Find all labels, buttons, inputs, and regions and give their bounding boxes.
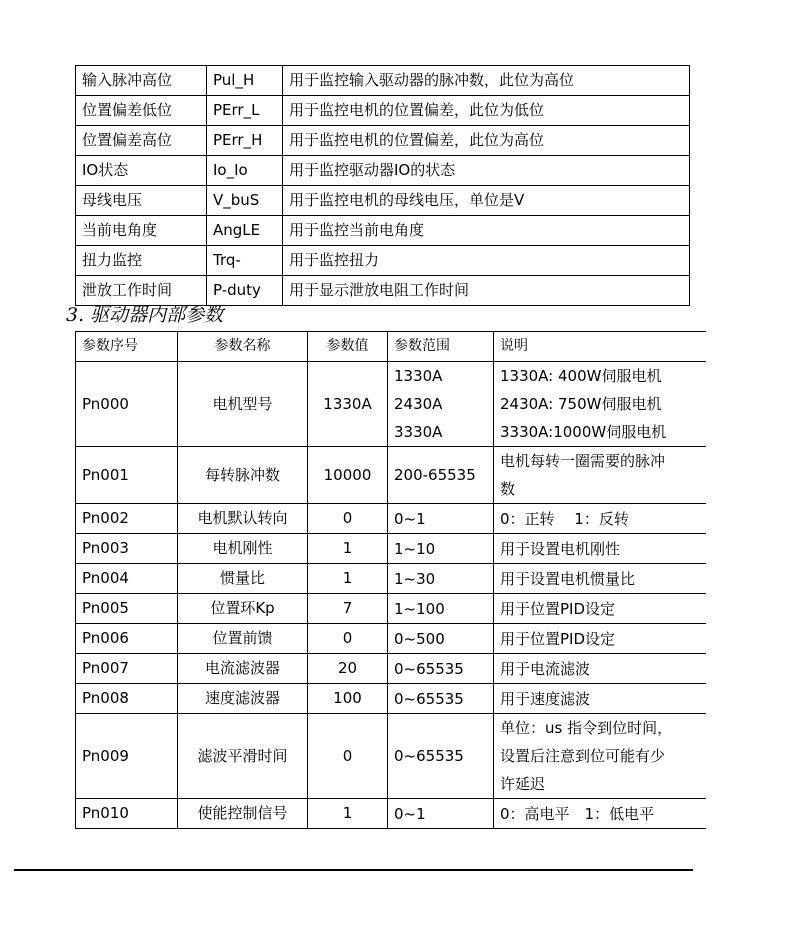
monitor-desc: 用于监控当前电角度 <box>283 216 690 246</box>
param-desc-line: 3330A:1000W伺服电机 <box>500 423 667 441</box>
param-id: Pn004 <box>76 564 178 594</box>
param-desc-line: 用于设置电机刚性 <box>500 539 621 558</box>
param-desc <box>494 504 707 534</box>
param-desc-line: 用于电流滤波 <box>500 659 591 678</box>
param-desc <box>494 654 707 684</box>
param-desc <box>494 594 707 624</box>
monitor-name: 输入脉冲高位 <box>76 66 207 96</box>
footer-divider <box>14 869 693 871</box>
monitor-name: 扭力监控 <box>76 246 207 276</box>
param-desc <box>494 624 707 654</box>
param-desc-line: 数 <box>500 480 516 498</box>
param-name: 电机默认转向 <box>178 504 308 534</box>
param-id: Pn006 <box>76 624 178 654</box>
param-desc-line: 2430A: 750W伺服电机 <box>500 395 662 413</box>
param-value: 1 <box>308 564 388 594</box>
table-row <box>76 96 690 126</box>
table-row <box>76 594 707 624</box>
param-range-line: 0~65535 <box>394 747 464 765</box>
param-name: 惯量比 <box>178 564 308 594</box>
param-desc-line: 设置后注意到位可能有少 <box>500 747 666 765</box>
header-param-range: 参数范围 <box>388 332 494 362</box>
monitor-name: 当前电角度 <box>76 216 207 246</box>
param-value: 0 <box>308 624 388 654</box>
param-range <box>388 654 494 684</box>
param-value: 1 <box>308 534 388 564</box>
param-range-line: 0~65535 <box>394 659 464 678</box>
table-row <box>76 714 707 799</box>
parameter-header-row <box>76 332 707 362</box>
param-name: 速度滤波器 <box>178 684 308 714</box>
param-id: Pn008 <box>76 684 178 714</box>
param-name: 位置环Kp <box>178 594 308 624</box>
monitor-code: AngLE <box>207 216 283 246</box>
table-row <box>76 66 690 96</box>
param-name: 电机型号 <box>178 362 308 447</box>
param-desc-line: 电机每转一圈需要的脉冲 <box>500 452 666 470</box>
param-desc <box>494 714 707 799</box>
monitor-code: PErr_H <box>207 126 283 156</box>
param-range-line: 1330A <box>394 367 443 385</box>
param-range-line: 1~30 <box>394 569 436 588</box>
param-desc-line: 用于速度滤波 <box>500 689 591 708</box>
monitor-table <box>75 65 690 306</box>
param-id: Pn003 <box>76 534 178 564</box>
table-row <box>76 156 690 186</box>
param-value: 100 <box>308 684 388 714</box>
param-range <box>388 624 494 654</box>
param-range <box>388 799 494 829</box>
header-param-name: 参数名称 <box>178 332 308 362</box>
param-range-line: 3330A <box>394 423 443 441</box>
param-range-line: 0~1 <box>394 509 426 528</box>
table-row <box>76 246 690 276</box>
table-row <box>76 564 707 594</box>
monitor-desc: 用于监控电机的位置偏差，此位为高位 <box>283 126 690 156</box>
param-name: 每转脉冲数 <box>178 447 308 504</box>
param-desc-line: 0：高电平 1：低电平 <box>500 804 655 823</box>
param-name: 电流滤波器 <box>178 654 308 684</box>
param-desc-line: 单位：us 指令到位时间， <box>500 719 673 737</box>
monitor-code: Trq- <box>207 246 283 276</box>
table-row <box>76 362 707 447</box>
param-value: 1 <box>308 799 388 829</box>
monitor-desc: 用于监控输入驱动器的脉冲数，此位为高位 <box>283 66 690 96</box>
param-range-line: 2430A <box>394 395 443 413</box>
param-desc <box>494 684 707 714</box>
param-id: Pn009 <box>76 714 178 799</box>
monitor-desc: 用于监控扭力 <box>283 246 690 276</box>
monitor-code: Io_Io <box>207 156 283 186</box>
param-range <box>388 504 494 534</box>
monitor-code: P-duty <box>207 276 283 306</box>
param-range <box>388 362 494 447</box>
param-range <box>388 534 494 564</box>
param-range-line: 1~10 <box>394 539 436 558</box>
param-id: Pn000 <box>76 362 178 447</box>
param-name: 使能控制信号 <box>178 799 308 829</box>
header-param-value: 参数值 <box>308 332 388 362</box>
param-range <box>388 564 494 594</box>
param-desc-line: 用于位置PID设定 <box>500 599 616 618</box>
param-desc <box>494 534 707 564</box>
param-desc <box>494 799 707 829</box>
param-desc-line: 1330A: 400W伺服电机 <box>500 367 662 385</box>
param-range-line: 0~1 <box>394 804 426 823</box>
table-row <box>76 504 707 534</box>
param-id: Pn002 <box>76 504 178 534</box>
param-desc-line: 用于设置电机惯量比 <box>500 569 636 588</box>
table-row <box>76 684 707 714</box>
param-id: Pn010 <box>76 799 178 829</box>
param-id: Pn005 <box>76 594 178 624</box>
table-row <box>76 534 707 564</box>
monitor-desc: 用于显示泄放电阻工作时间 <box>283 276 690 306</box>
param-value: 20 <box>308 654 388 684</box>
monitor-code: PErr_L <box>207 96 283 126</box>
monitor-code: Pul_H <box>207 66 283 96</box>
table-row <box>76 799 707 829</box>
param-range <box>388 714 494 799</box>
param-range-line: 200-65535 <box>394 466 476 484</box>
monitor-desc: 用于监控电机的母线电压，单位是V <box>283 186 690 216</box>
section-title: 3. 驱动器内部参数 <box>66 304 224 326</box>
param-desc <box>494 564 707 594</box>
param-value: 1330A <box>308 362 388 447</box>
param-name: 滤波平滑时间 <box>178 714 308 799</box>
param-value: 7 <box>308 594 388 624</box>
param-name: 电机刚性 <box>178 534 308 564</box>
table-row <box>76 276 690 306</box>
monitor-name: IO状态 <box>76 156 207 186</box>
param-range <box>388 684 494 714</box>
monitor-name: 泄放工作时间 <box>76 276 207 306</box>
param-desc-line: 0：正转 1：反转 <box>500 509 629 528</box>
table-row <box>76 216 690 246</box>
monitor-desc: 用于监控驱动器IO的状态 <box>283 156 690 186</box>
param-desc <box>494 447 707 504</box>
header-param-id: 参数序号 <box>76 332 178 362</box>
header-param-desc: 说明 <box>494 332 707 362</box>
param-value: 0 <box>308 504 388 534</box>
monitor-name: 位置偏差高位 <box>76 126 207 156</box>
param-value: 0 <box>308 714 388 799</box>
param-desc-line: 用于位置PID设定 <box>500 629 616 648</box>
table-row <box>76 126 690 156</box>
table-row <box>76 186 690 216</box>
monitor-code: V_buS <box>207 186 283 216</box>
param-range-line: 1~100 <box>394 599 445 618</box>
monitor-name: 母线电压 <box>76 186 207 216</box>
param-desc-line: 许延迟 <box>500 775 546 793</box>
param-range <box>388 594 494 624</box>
monitor-desc: 用于监控电机的位置偏差，此位为低位 <box>283 96 690 126</box>
table-row <box>76 654 707 684</box>
param-range-line: 0~65535 <box>394 689 464 708</box>
param-name: 位置前馈 <box>178 624 308 654</box>
param-id: Pn001 <box>76 447 178 504</box>
param-range <box>388 447 494 504</box>
table-row <box>76 624 707 654</box>
monitor-name: 位置偏差低位 <box>76 96 207 126</box>
table-row <box>76 447 707 504</box>
parameter-table <box>75 331 706 829</box>
param-id: Pn007 <box>76 654 178 684</box>
param-value: 10000 <box>308 447 388 504</box>
param-desc <box>494 362 707 447</box>
param-range-line: 0~500 <box>394 629 445 648</box>
